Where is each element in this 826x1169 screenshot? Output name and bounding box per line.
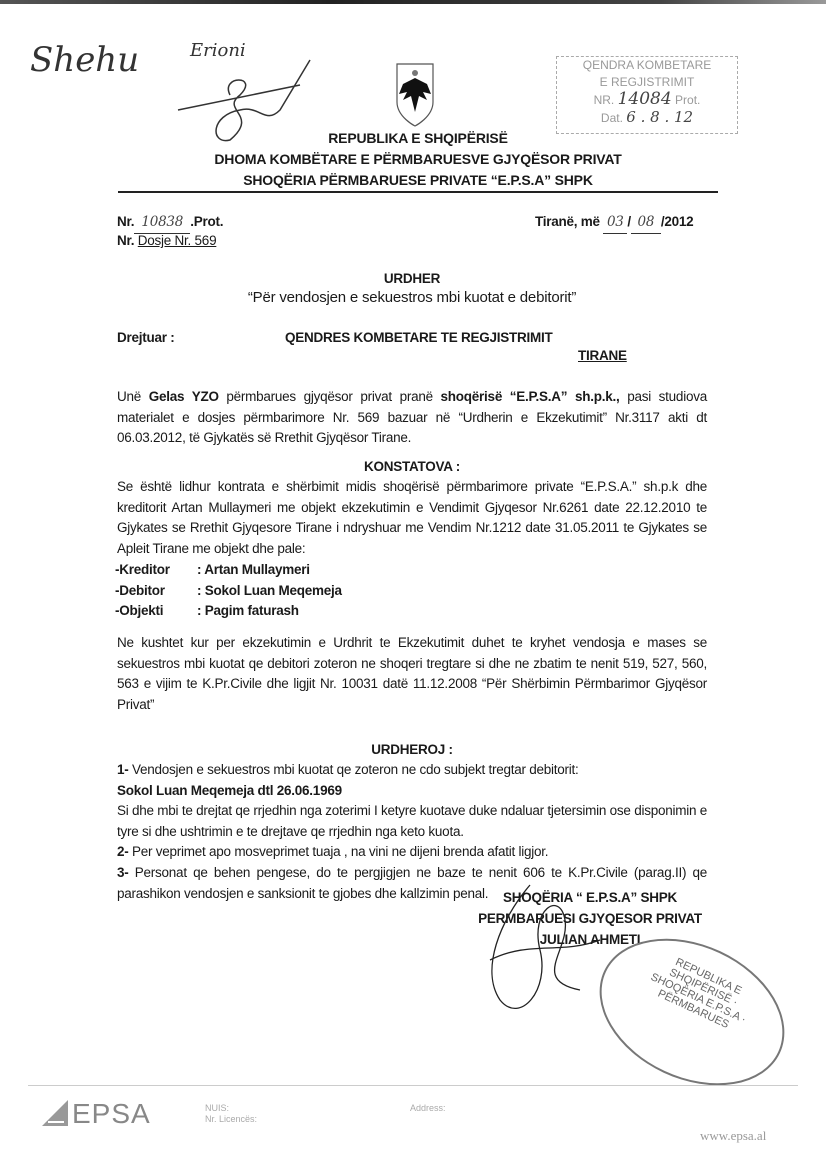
party-row bbox=[115, 601, 342, 622]
footer-address: Address: bbox=[410, 1103, 446, 1113]
konstatova-heading: KONSTATOVA : bbox=[364, 459, 460, 474]
conditions-paragraph: Ne kushtet kur per ekzekutimin e Urdhrit te Ekzekutimit duhet te kryhet vendosja e mases se sekuestros mbi kuotat qe debitori zoteron ne shoqeri tregtare si dhe ne zbatim te nenit 519, 527, 560, 563 e vijim te K.Pr.Civile dhe ligjit Nr. 10031 datë 11.12.2008 “Për Shërbimin Përmbarimor Gjyqësor Privat” bbox=[117, 635, 707, 712]
header-chamber: DHOMA KOMBËTARE E PËRMBARUESVE GJYQËSOR PRIVAT bbox=[214, 151, 622, 167]
stamp-nr-value: 14084 bbox=[617, 89, 672, 109]
party-row bbox=[115, 581, 342, 602]
signature-name: JULIAN AHMETI bbox=[539, 932, 641, 947]
bailiff-signature bbox=[470, 880, 610, 1030]
date-month: 08 bbox=[631, 212, 661, 234]
footer-website[interactable]: www.epsa.al bbox=[700, 1128, 767, 1143]
item-text: Per veprimet apo mosveprimet tuaja , na vini ne dijeni brenda afatit ligjor. bbox=[128, 844, 549, 860]
nr-label: Nr. bbox=[117, 214, 135, 229]
footer-registration bbox=[205, 1103, 257, 1125]
debtor-line: Sokol Luan Meqemeja dtl 26.06.1969 bbox=[117, 782, 342, 798]
dossier-value: Dosje Nr. 569 bbox=[137, 233, 217, 248]
handwritten-name: Shehu bbox=[30, 40, 140, 80]
round-stamp-text: REPUBLIKA E SHQIPËRISË · SHOQËRIA E.P.S.A · PËRMBARUES bbox=[648, 956, 748, 1031]
nuis-label: NUIS: bbox=[205, 1103, 230, 1113]
company-name: shoqërisë “E.P.S.A” sh.p.k., bbox=[440, 389, 620, 404]
stamp-nr-label: NR. bbox=[593, 93, 615, 107]
document-date: Tiranë, më 03 / 08 /2012 bbox=[535, 212, 693, 234]
addressee-name: QENDRES KOMBETARE TE REGJISTRIMIT bbox=[285, 330, 553, 345]
bailiff-name: Gelas YZO bbox=[148, 389, 219, 404]
item-number: 3- bbox=[117, 864, 129, 880]
addressee-label: Drejtuar : bbox=[117, 330, 175, 345]
header-divider bbox=[118, 191, 718, 193]
item-number: 2- bbox=[117, 844, 129, 860]
nr-label: Nr. bbox=[117, 233, 135, 248]
party-value: : Pagim faturash bbox=[197, 603, 299, 619]
intro-paragraph bbox=[117, 387, 707, 449]
date-day: 03 bbox=[603, 212, 627, 234]
order-item-1 bbox=[117, 760, 707, 781]
item-1-continuation: Si dhe mbi te drejtat qe rrjedhin nga zoterimi I ketyre kuotave duke ndaluar tjetersimin ose disponimin e tyre si dhe ushtrimin e te drejtave qe rrjedhin nga keto kuota. bbox=[117, 803, 707, 839]
date-prefix: Tiranë, më bbox=[535, 214, 600, 229]
intro-text: Unë bbox=[117, 389, 149, 404]
party-label: -Objekti bbox=[115, 603, 164, 619]
stamp-date-value: 6 . 8 . 12 bbox=[626, 108, 694, 126]
header-company: SHOQËRIA PËRMBARUESE PRIVATE “E.P.S.A” SHPK bbox=[243, 172, 593, 188]
intro-text: përmbarues gjyqësor privat pranë bbox=[218, 389, 441, 404]
stamp-line: QENDRA KOMBETARE bbox=[582, 58, 712, 72]
parties-list bbox=[115, 560, 342, 622]
signature-title: PERMBARUESI GJYQESOR PRIVAT bbox=[478, 911, 702, 926]
urdheroj-heading: URDHEROJ : bbox=[371, 742, 453, 757]
party-row bbox=[115, 560, 342, 581]
prot-label: .Prot. bbox=[190, 214, 224, 229]
party-value: : Sokol Luan Meqemeja bbox=[197, 582, 342, 598]
item-text: Vendosjen e sekuestros mbi kuotat qe zoteron ne cdo subjekt tregtar debitorit: bbox=[128, 762, 579, 777]
stamp-line: E REGJISTRIMIT bbox=[599, 75, 695, 89]
protocol-value: 10838 bbox=[134, 212, 190, 234]
orders-list bbox=[117, 760, 707, 904]
konstatova-paragraph: Se është lidhur kontrata e shërbimit midis shoqërisë përmbarimore private “E.P.S.A.” sh.p.k dhe kreditorit Artan Mullaymeri me objekt ekzekutimin e Vendimit Gjyqesor Nr.6261 date 22.12.2010 te Gjykates se Rrethit Gjyqesore Tirane i ndryshuar me Vendim Nr.1212 date 31.05.2011 te Gjykates se Apleit Tirane me objekt dhe pale: bbox=[117, 479, 707, 556]
handwritten-note: Erioni bbox=[190, 40, 246, 61]
signature-company: SHOQËRIA “ E.P.S.A” SHPK bbox=[502, 890, 678, 905]
date-year: /2012 bbox=[660, 214, 694, 229]
stamp-date-label: Dat. bbox=[600, 111, 623, 125]
footer-divider bbox=[28, 1085, 798, 1086]
header-republic: REPUBLIKA E SHQIPËRISË bbox=[328, 130, 508, 146]
epsa-logo-icon bbox=[40, 1098, 70, 1128]
order-title: URDHER bbox=[383, 271, 441, 286]
licence-label: Nr. Licencës: bbox=[205, 1114, 258, 1124]
addressee-city: TIRANE bbox=[578, 348, 627, 363]
dossier-number bbox=[117, 231, 216, 252]
party-label: -Debitor bbox=[115, 582, 165, 598]
stamp-prot-label: Prot. bbox=[675, 93, 701, 107]
order-subtitle: “Për vendosjen e sekuestros mbi kuotat e debitorit” bbox=[247, 289, 577, 306]
registry-received-stamp bbox=[556, 56, 738, 134]
albanian-coat-of-arms-icon bbox=[395, 62, 435, 128]
party-label: -Kreditor bbox=[115, 562, 170, 577]
scan-edge bbox=[0, 0, 826, 4]
epsa-logo-text: EPSA bbox=[72, 1098, 151, 1129]
item-number: 1- bbox=[117, 762, 129, 777]
party-value: : Artan Mullaymeri bbox=[197, 562, 310, 577]
order-item-2 bbox=[117, 842, 707, 863]
item-text: Personat qe behen pengese, do te pergjigjen ne baze te nenit 606 te K.Pr.Civile (parag.II) qe parashikon vendosjen e sanksionit te gjobes dhe kallzimin penal. bbox=[117, 864, 707, 901]
intro-text: pasi studiova materialet e dosjes përmbarimore Nr. 569 bazuar në “Urdherin e Ekzekutimit” Nr.3117 akti dt 06.03.2012, të Gjykatës së Rrethit Gjyqësor Tirane. bbox=[117, 389, 707, 446]
